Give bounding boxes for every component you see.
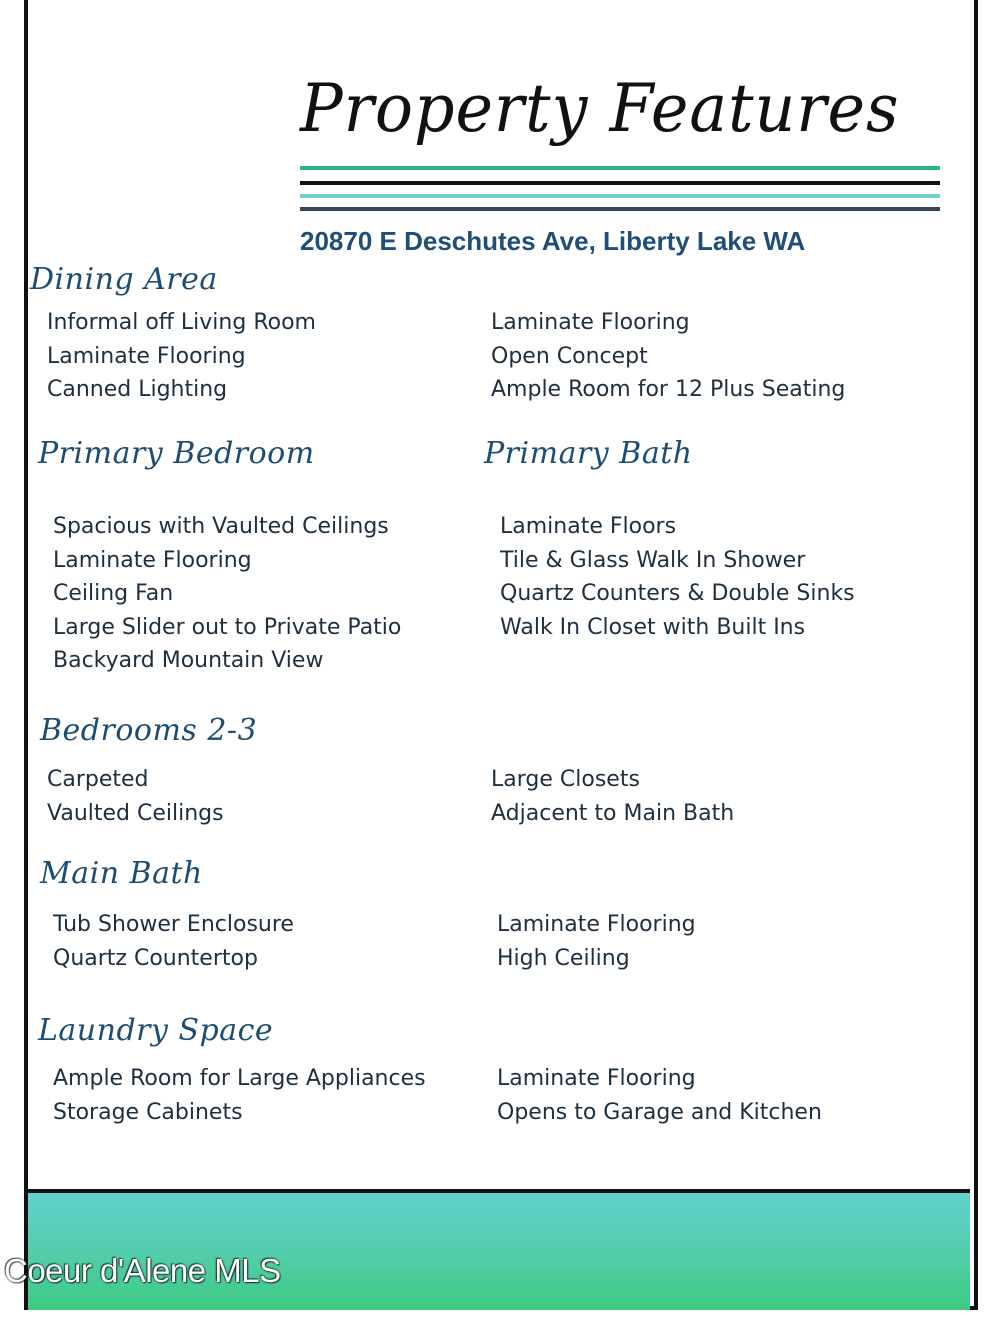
list-item: Large Closets <box>491 767 640 792</box>
list-item: Open Concept <box>491 343 648 369</box>
list-item: Laminate Flooring <box>497 1066 696 1091</box>
list-item: Carpeted <box>47 767 149 792</box>
dining-area-heading: Dining Area <box>30 262 218 297</box>
slate-rule <box>300 207 940 211</box>
list-item: Vaulted Ceilings <box>47 800 224 826</box>
green-rule <box>300 166 940 170</box>
dining-right-list <box>491 306 845 407</box>
main-bath-left-list <box>53 908 294 975</box>
laundry-left-list <box>53 1062 426 1129</box>
list-item: Spacious with Vaulted Ceilings <box>53 514 389 539</box>
dining-left-list <box>47 306 316 407</box>
list-item: Large Slider out to Private Patio <box>53 614 402 640</box>
teal-rule <box>300 194 940 198</box>
list-item: Laminate Floors <box>500 514 677 539</box>
list-item: Backyard Mountain View <box>53 648 324 674</box>
list-item: Laminate Flooring <box>491 310 690 335</box>
list-item: Ample Room for Large Appliances <box>53 1066 426 1091</box>
bedrooms-heading: Bedrooms 2-3 <box>40 713 258 748</box>
primary-bath-list <box>500 510 855 644</box>
list-item: High Ceiling <box>497 945 630 971</box>
bedrooms-right-list <box>491 763 734 830</box>
list-item: Informal off Living Room <box>47 310 316 335</box>
list-item: Tub Shower Enclosure <box>53 912 294 937</box>
main-bath-right-list <box>497 908 696 975</box>
list-item: Opens to Garage and Kitchen <box>497 1099 822 1125</box>
list-item: Laminate Flooring <box>497 912 696 937</box>
list-item: Canned Lighting <box>47 377 228 403</box>
list-item: Tile & Glass Walk In Shower <box>500 547 806 573</box>
primary-bedroom-list <box>53 510 401 678</box>
list-item: Ceiling Fan <box>53 581 174 607</box>
list-item: Quartz Counters & Double Sinks <box>500 581 855 607</box>
list-item: Laminate Flooring <box>47 343 246 369</box>
bedrooms-left-list <box>47 763 224 830</box>
list-item: Adjacent to Main Bath <box>491 800 735 826</box>
laundry-space-heading: Laundry Space <box>38 1013 274 1048</box>
main-bath-heading: Main Bath <box>40 856 203 891</box>
page-title: Property Features <box>300 70 900 147</box>
primary-bedroom-heading: Primary Bedroom <box>38 436 315 471</box>
list-item: Laminate Flooring <box>53 547 252 573</box>
list-item: Walk In Closet with Built Ins <box>500 614 806 640</box>
footer-gradient-band <box>28 1189 970 1310</box>
black-rule <box>300 181 940 185</box>
mls-watermark: Coeur d'Alene MLS <box>4 1252 281 1289</box>
list-item: Storage Cabinets <box>53 1099 243 1125</box>
list-item: Quartz Countertop <box>53 945 258 971</box>
property-address: 20870 E Deschutes Ave, Liberty Lake WA <box>300 226 806 256</box>
primary-bath-heading: Primary Bath <box>484 436 693 471</box>
laundry-right-list <box>497 1062 822 1129</box>
list-item: Ample Room for 12 Plus Seating <box>491 377 846 403</box>
